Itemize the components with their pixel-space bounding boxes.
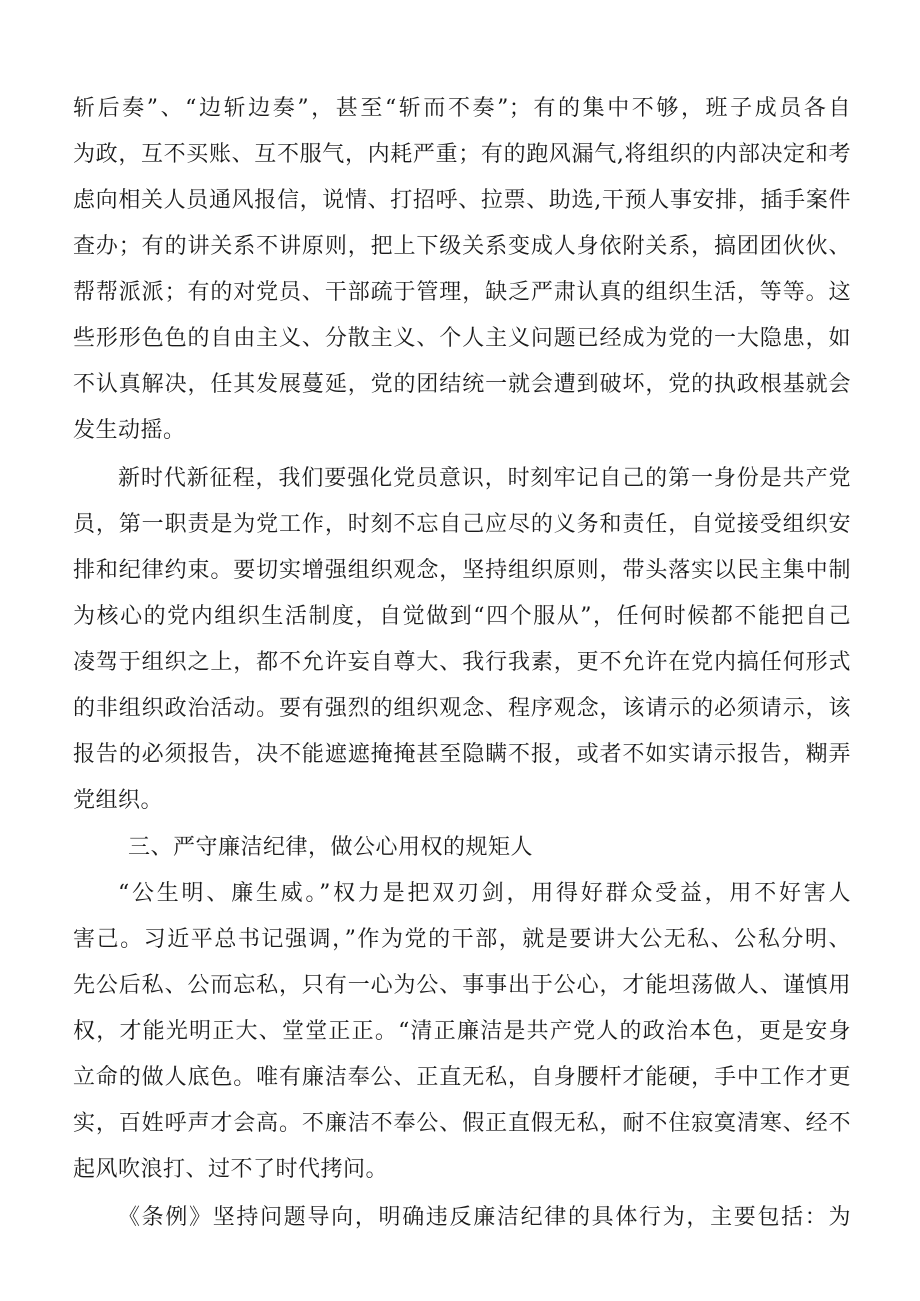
text-line: “公生明、廉生威。”权力是把双刃剑，用得好群众受益，用不好害人 xyxy=(118,881,851,906)
text-line: 新时代新征程，我们要强化党员意识，时刻牢记自己的第一身份是共产党 xyxy=(118,466,851,491)
text-line: 凌驾于组织之上，都不允许妄自尊大、我行我素，更不允许在党内搞任何形式 xyxy=(73,650,851,675)
text-line: 害己。习近平总书记强调，”作为党的干部，就是要讲大公无私、公私分明、 xyxy=(73,927,851,952)
text-line: 《条例》坚持问题导向，明确违反廉洁纪律的具体行为，主要包括：为 xyxy=(118,1205,851,1230)
text-line: 虑向相关人员通风报信，说情、打招呼、拉票、助选,干预人事安排，插手案件 xyxy=(73,188,851,213)
text-line: 党组织。 xyxy=(73,788,164,813)
text-line: 实，百姓呼声才会高。不廉洁不奉公、假正直假无私，耐不住寂寞清寒、经不 xyxy=(73,1111,851,1136)
text-line: 帮帮派派；有的对党员、干部疏于管理，缺乏严肃认真的组织生活，等等。这 xyxy=(73,280,851,305)
text-line: 不认真解决，任其发展蔓延，党的团结统一就会遭到破坏，党的执政根基就会 xyxy=(73,372,851,397)
text-line: 报告的必须报告，决不能遮遮掩掩甚至隐瞒不报，或者不如实请示报告，糊弄 xyxy=(73,742,851,767)
text-line: 权，才能光明正大、堂堂正正。“清正廉洁是共产党人的政治本色，更是安身 xyxy=(73,1019,851,1044)
text-line: 为核心的党内组织生活制度，自觉做到“四个服从”，任何时候都不能把自己 xyxy=(73,604,851,629)
text-line: 的非组织政治活动。要有强烈的组织观念、程序观念，该请示的必须请示，该 xyxy=(73,696,851,721)
text-line: 立命的做人底色。唯有廉洁奉公、正直无私，自身腰杆才能硬，手中工作才更 xyxy=(73,1065,851,1090)
section-heading: 三、严守廉洁纪律，做公心用权的规矩人 xyxy=(128,835,534,860)
text-line: 起风吹浪打、过不了时代拷问。 xyxy=(73,1157,389,1182)
text-line: 员，第一职责是为党工作，时刻不忘自己应尽的义务和责任，自觉接受组织安 xyxy=(73,512,851,537)
text-line: 些形形色色的自由主义、分散主义、个人主义问题已经成为党的一大隐患，如 xyxy=(73,326,851,351)
text-line: 查办；有的讲关系不讲原则，把上下级关系变成人身依附关系，搞团团伙伙、 xyxy=(73,234,851,259)
text-line: 先公后私、公而忘私，只有一心为公、事事出于公心，才能坦荡做人、谨慎用 xyxy=(73,973,851,998)
text-line: 为政，互不买账、互不服气，内耗严重；有的跑风漏气,将组织的内部决定和考 xyxy=(73,142,851,167)
text-line: 发生动摇。 xyxy=(73,418,186,443)
text-line: 排和纪律约束。要切实增强组织观念，坚持组织原则，带头落实以民主集中制 xyxy=(73,558,851,583)
text-line: 斩后奏”、“边斩边奏”，甚至“斩而不奏”；有的集中不够，班子成员各自 xyxy=(73,96,851,121)
